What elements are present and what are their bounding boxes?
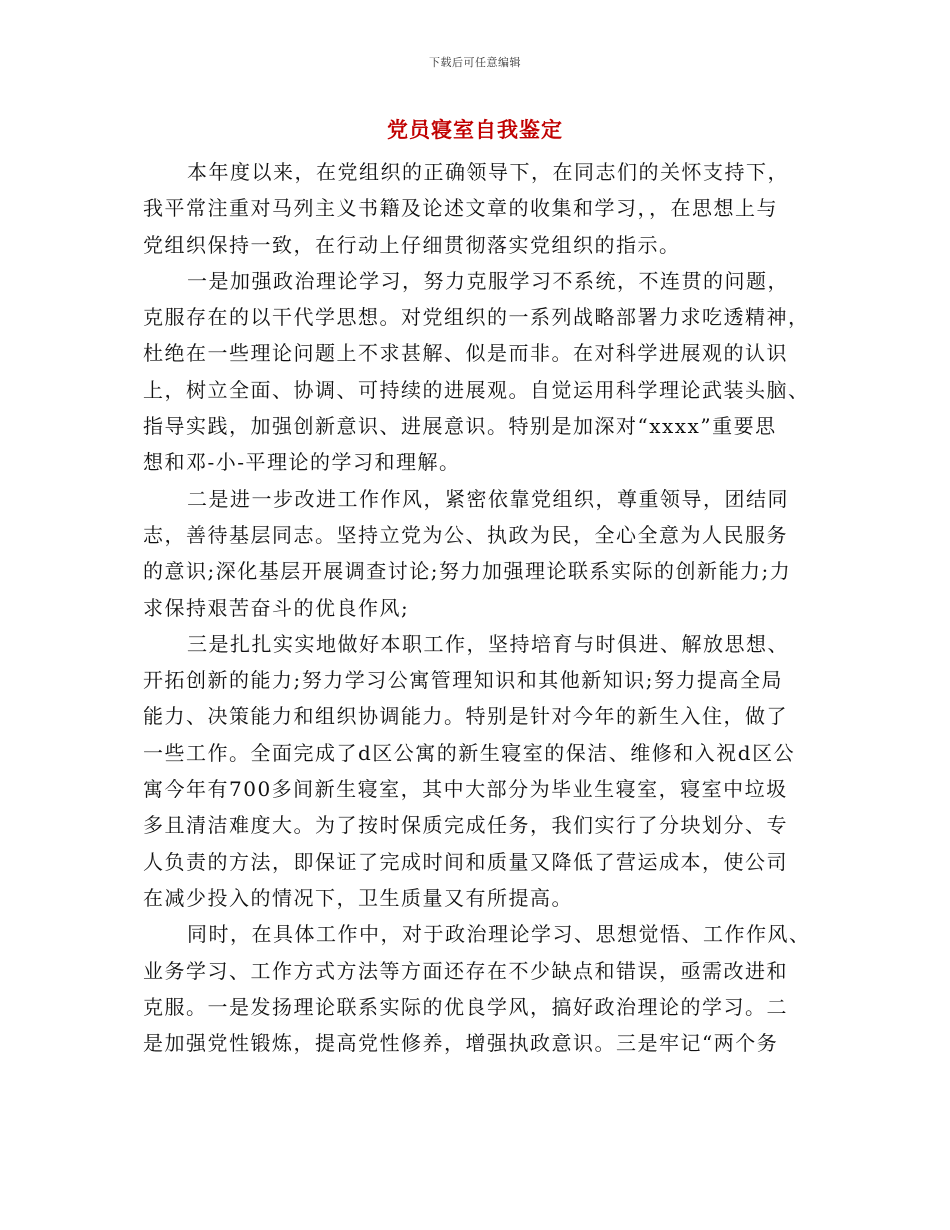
document-title: 党员寝室自我鉴定	[387, 117, 563, 142]
document-body	[143, 154, 811, 1061]
header-note: 下载后可任意编辑	[429, 56, 521, 69]
paragraph-line: 想和邓-小-平理论的学习和理解。	[143, 450, 461, 475]
paragraph-line: 寓今年有700多间新生寝室，其中大部分为毕业生寝室，寝室中垃圾	[143, 777, 788, 802]
paragraph-line: 我平常注重对马列主义书籍及论述文章的收集和学习，，在思想上与	[143, 196, 778, 221]
paragraph-line: 在减少投入的情况下，卫生质量又有所提高。	[143, 885, 573, 910]
paragraph-line: 能力、决策能力和组织协调能力。特别是针对今年的新生入住，做了	[143, 704, 788, 729]
paragraph-line: 志，善待基层同志。坚持立党为公、执政为民，全心全意为人民服务	[143, 522, 788, 547]
paragraph-first-line: 同时，在具体工作中，对于政治理论学习、思想觉悟、工作作风、	[187, 922, 811, 947]
paragraph-line: 指导实践，加强创新意识、进展意识。特别是加深对“xxxx”重要思	[143, 414, 777, 439]
paragraph-line: 一些工作。全面完成了d区公寓的新生寝室的保洁、维修和入祝d区公	[143, 740, 796, 765]
paragraph-line: 开拓创新的能力;努力学习公寓管理知识和其他新知识;努力提高全局	[143, 668, 783, 693]
paragraph-line: 党组织保持一致，在行动上仔细贯彻落实党组织的指示。	[143, 232, 681, 257]
paragraph-first-line: 三是扎扎实实地做好本职工作，坚持培育与时俱进、解放思想、	[187, 631, 789, 656]
paragraph-first-line: 一是加强政治理论学习，努力克服学习不系统，不连贯的问题，	[187, 268, 789, 293]
paragraph-first-line: 二是进一步改进工作作风，紧密依靠党组织，尊重领导，团结同	[187, 486, 789, 511]
paragraph-first-line: 本年度以来，在党组织的正确领导下，在同志们的关怀支持下，	[187, 160, 789, 184]
paragraph-line: 业务学习、工作方式方法等方面还存在不少缺点和错误，亟需改进和	[143, 958, 788, 983]
paragraph-line: 杜绝在一些理论问题上不求甚解、似是而非。在对科学进展观的认识	[143, 341, 788, 366]
paragraph-line: 上，树立全面、协调、可持续的进展观。自觉运用科学理论武装头脑、	[143, 377, 810, 402]
paragraph-line: 人负责的方法，即保证了完成时间和质量又降低了营运成本，使公司	[143, 849, 788, 874]
paragraph-line: 的意识;深化基层开展调查讨论;努力加强理论联系实际的创新能力;力	[143, 559, 792, 584]
paragraph-line: 克服存在的以干代学思想。对党组织的一系列战略部署力求吃透精神，	[143, 305, 810, 330]
paragraph-line: 多且清洁难度大。为了按时保质完成任务，我们实行了分块划分、专	[143, 813, 788, 838]
paragraph-line: 求保持艰苦奋斗的优良作风;	[143, 595, 410, 620]
paragraph-line: 克服。一是发扬理论联系实际的优良学风，搞好政治理论的学习。二	[143, 994, 788, 1019]
paragraph-line: 是加强党性锻炼，提高党性修养，增强执政意识。三是牢记“两个务	[143, 1031, 779, 1056]
